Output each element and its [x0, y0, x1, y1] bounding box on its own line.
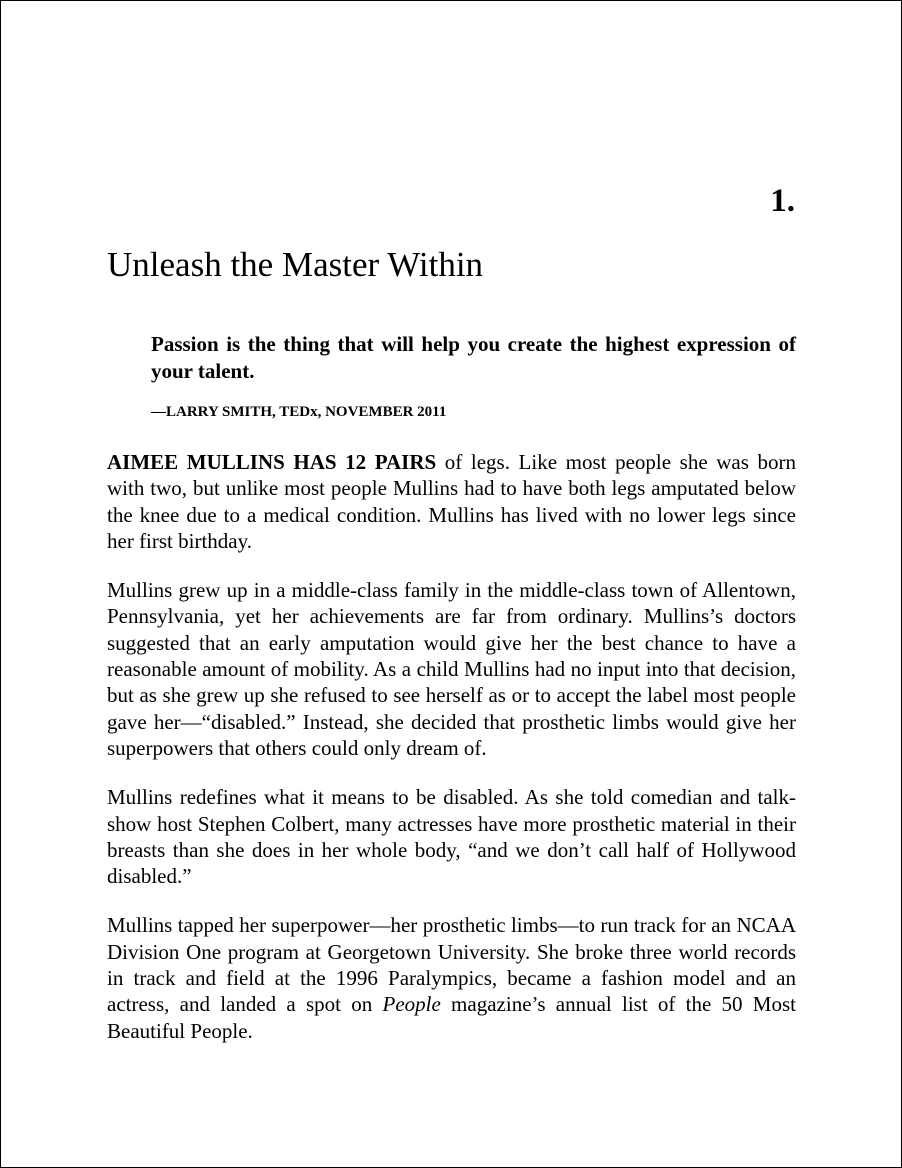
body-text: [107, 449, 796, 1067]
paragraph-1-text: of legs. Like most people she was born with two, but unlike most people Mullins had to have both legs amputated below the knee due to a medical condition. Mullins has lived with no lower legs since her first birthday.: [107, 450, 796, 553]
paragraph-4-text-after: magazine’s annual list of the 50 Most Beautiful People.: [107, 992, 796, 1043]
paragraph-4: [107, 912, 796, 1043]
paragraph-1: [107, 449, 796, 554]
chapter-number: 1.: [770, 183, 795, 219]
paragraph-4-text-before: Mullins tapped her superpower—her prosthetic limbs—to run track for an NCAA Division One program at Georgetown University. She broke three world records in track and field at the 1996 Paralympics, became a fashion model and an actress, and landed a spot on: [107, 913, 796, 1017]
paragraph-3: Mullins redefines what it means to be disabled. As she told comedian and talk-show host Stephen Colbert, many actresses have more prosthetic material in their breasts than she does in her whole body, “and we don’t call half of Hollywood disabled.”: [107, 785, 796, 889]
epigraph-attribution: —LARRY SMITH, TEDx, NOVEMBER 2011: [151, 404, 447, 420]
paragraph-2: Mullins grew up in a middle-class family in the middle-class town of Allentown, Pennsylvania, yet her achievements are far from ordinary. Mullins’s doctors suggested that an early amputation would give her the best chance to have a reasonable amount of mobility. As a child Mullins had no input into that decision, but as she grew up she refused to see herself as or to accept the label most people gave her—“disabled.” Instead, she decided that prosthetic limbs would give her superpowers that others could only dream of.: [107, 578, 796, 760]
chapter-title: Unleash the Master Within: [107, 245, 484, 284]
paragraph-1-lead: AIMEE MULLINS HAS 12 PAIRS: [107, 450, 437, 474]
epigraph: [151, 331, 796, 422]
magazine-title: People: [382, 992, 441, 1017]
epigraph-quote: Passion is the thing that will help you create the highest expression of your talent.: [151, 332, 796, 383]
